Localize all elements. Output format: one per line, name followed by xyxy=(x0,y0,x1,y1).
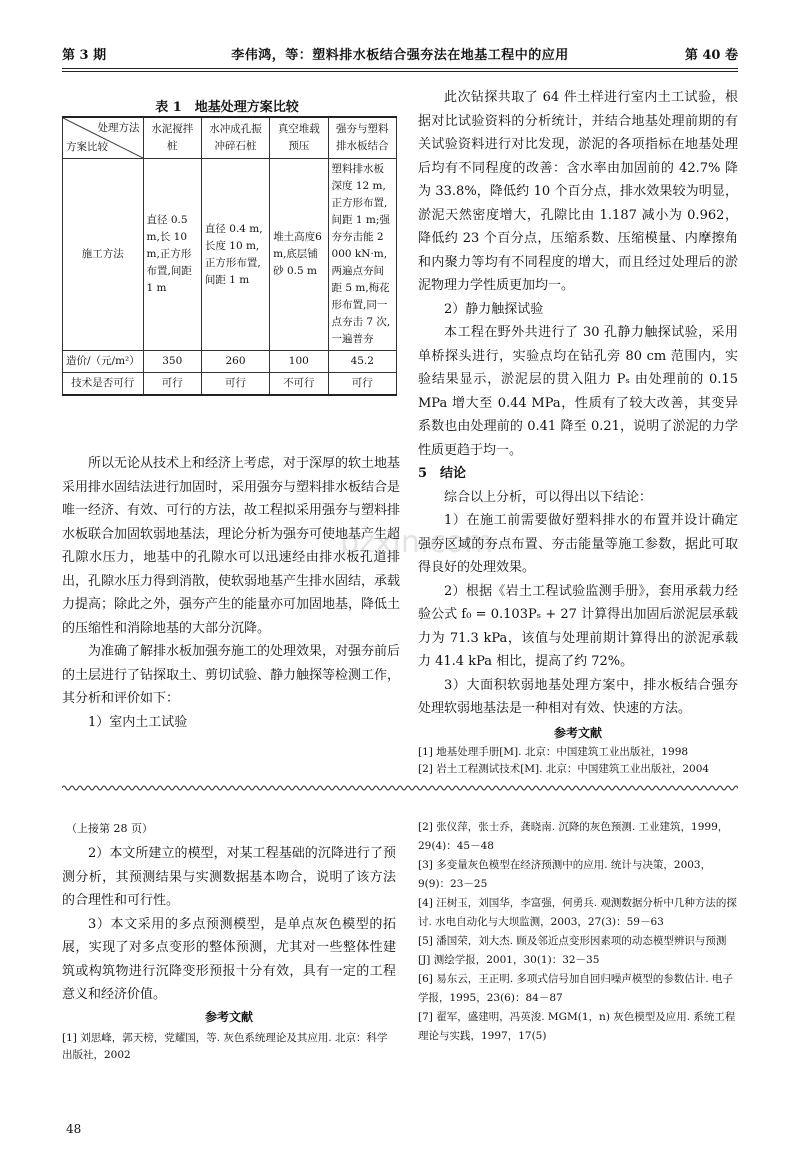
subsection-heading: 1）室内土工试验 xyxy=(88,714,188,730)
references-title: 参考文献 xyxy=(204,1010,253,1024)
table-cell: 260 xyxy=(201,351,269,373)
table-cell: 100 xyxy=(270,351,328,373)
reference-item: [7] 翟军，盛建明，冯英浚. MGM(1，n) 灰色模型及应用. 系统工程理论与实践，1997，17(5) xyxy=(418,1011,736,1042)
running-header xyxy=(62,44,738,66)
references-list xyxy=(62,1030,396,1064)
table-corner xyxy=(63,117,144,159)
body-paragraph: 1）在施工前需要做好塑料排水的布置并设计确定强夯区域的夯点布置、夯击能量等施工参数，据此可取得良好的处理效果。 xyxy=(418,513,738,575)
reference-item: [2] 岩土工程测试技术[M]. 北京：中国建筑工业出版社，2004 xyxy=(418,763,710,775)
body-paragraph: 2）根据《岩土工程试验监测手册》，套用承载力经验公式 f₀ = 0.103Pₛ + 27 计算得出加固后淤泥层承载力为 71.3 kPa，该值与处理前期计算得出的淤泥承载力 41.4 kPa 相比，提高了约 72%。 xyxy=(418,583,738,669)
references-title: 参考文献 xyxy=(553,726,602,740)
reference-item: [5] 潘国荣，刘大杰. 顾及邻近点变形因素项的动态模型辨识与预测[J] 测绘学报，2001，30(1)：32－35 xyxy=(418,935,727,966)
watermark: bzxin.com xyxy=(340,525,494,560)
table-cell: 直径 0.5 m,长 10 m,正方形布置,间距 1 m xyxy=(143,159,201,351)
reference-item: [2] 张仪萍，张士乔，龚晓南. 沉降的灰色预测. 工业建筑，1999，29(4)：45－48 xyxy=(418,821,729,852)
reference-item: [4] 汪树玉，刘国华，李富强，何勇兵. 观测数据分析中几种方法的探讨. 水电自动化与大坝监测，2003，27(3)：59－63 xyxy=(418,897,737,928)
body-paragraph: 为准确了解排水板加强夯施工的处理效果，对强夯前后的土层进行了钻探取土、剪切试验、静力触探等检测工作，其分析和评价如下： xyxy=(62,644,401,706)
body-paragraph: 2）本文所建立的模型，对某工程基础的沉降进行了预测分析，其预测结果与实测数据基本吻合，说明了该方法的合理性和可行性。 xyxy=(62,846,396,908)
references-list-continued xyxy=(418,818,738,1046)
body-paragraph: 此次钻探共取了 64 件土样进行室内土工试验，根据对比试验资料的分析统计，并结合地基处理前期的有关试验资料进行对比发现，淤泥的各项指标在地基处理后均有不同程度的改善：含水率由加固前的 42.7% 降为 33.8%，降低约 10 个百分点，排水效果较为明显，淤泥天然密度增大，孔隙比由 1.187 减小为 0.962，降低约 23 个百分点，压缩系数、压缩模量、内摩擦角和内聚力等均有不同程度的增大，而且经过处理后的淤泥物理力学性质更加均一。 xyxy=(418,90,738,293)
issue-label: 第 3 期 xyxy=(62,48,107,63)
table-cell: 塑料排水板深度 12 m,正方形布置,间距 1 m;强夯夯击能 2 000 kN·m,两遍点夯间距 5 m,梅花形布置,同一点夯击 7 次,一遍普夯 xyxy=(328,159,396,351)
table-cell: 45.2 xyxy=(328,351,396,373)
table-row xyxy=(63,351,397,373)
right-column xyxy=(418,86,738,721)
body-paragraph: 综合以上分析，可以得出以下结论： xyxy=(444,489,653,505)
reference-item: [1] 刘思峰，郭天榜，党耀国，等. 灰色系统理论及其应用. 北京：科学出版社，2002 xyxy=(62,1032,388,1061)
left-column xyxy=(62,452,400,734)
header-title: 李伟鸿，等：塑料排水板结合强夯法在地基工程中的应用 xyxy=(231,48,569,63)
table-row xyxy=(63,373,397,396)
wavy-divider xyxy=(62,784,738,792)
comparison-table xyxy=(62,116,397,396)
table-col-header: 水冲成孔振冲碎石桩 xyxy=(201,117,269,159)
corner-top-label: 处理方法 xyxy=(97,122,140,134)
header-rule-2 xyxy=(62,71,738,72)
continued-label: （上接第 28 页） xyxy=(66,822,153,835)
header-rule xyxy=(62,68,738,69)
references-list xyxy=(418,744,738,778)
table-cell: 直径 0.4 m,长度 10 m,正方形布置,间距 1 m xyxy=(201,159,269,351)
reference-item: [3] 多变量灰色模型在经济预测中的应用. 统计与决策，2003，9(9)：23－25 xyxy=(418,859,712,890)
body-paragraph: 3）大面积软弱地基处理方案中，排水板结合强夯处理软弱地基法是一种相对有效、快速的方法。 xyxy=(418,677,738,716)
body-paragraph: 3）本文采用的多点预测模型，是单点灰色模型的拓展，实现了对多点变形的整体预测，尤其对一些整体性建筑或构筑物进行沉降变形预报十分有效，具有一定的工程意义和经济价值。 xyxy=(62,916,396,1002)
table-cell: 可行 xyxy=(328,373,396,396)
bottom-left-column xyxy=(62,842,396,1007)
table-header-row xyxy=(63,117,397,159)
table-cell: 堆土高度6 m,底层铺砂 0.5 m xyxy=(270,159,328,351)
table-col-header: 强夯与塑料排水板结合 xyxy=(328,117,396,159)
table-cell: 可行 xyxy=(143,373,201,396)
reference-item: [6] 易东云，王正明. 多项式信号加自回归噪声模型的参数估计. 电子学报，1995，23(6)：84－87 xyxy=(418,973,734,1004)
reference-item: [1] 地基处理手册[M]. 北京：中国建筑工业出版社，1998 xyxy=(418,746,689,758)
table-col-header: 水泥搅拌桩 xyxy=(143,117,201,159)
table-row-label: 技术是否可行 xyxy=(63,373,144,396)
table-cell: 350 xyxy=(143,351,201,373)
table-col-header: 真空堆载预压 xyxy=(270,117,328,159)
table-row xyxy=(63,159,397,351)
page-number: 48 xyxy=(66,1122,82,1136)
volume-label: 第 40 卷 xyxy=(684,48,738,63)
section-heading: 5 结论 xyxy=(418,466,467,481)
table-row-label: 施工方法 xyxy=(63,159,144,351)
subsection-heading: 2）静力触探试验 xyxy=(444,301,544,317)
table-cell: 可行 xyxy=(201,373,269,396)
table-title: 表 1 地基处理方案比较 xyxy=(155,100,299,115)
corner-bottom-label: 方案比较 xyxy=(66,141,108,153)
table-cell: 不可行 xyxy=(270,373,328,396)
body-paragraph: 所以无论从技术上和经济上考虑，对于深厚的软土地基采用排水固结法进行加固时，采用强夯与塑料排水板结合是唯一经济、有效、可行的方法，故工程拟采用强夯与塑料排水板联合加固软弱地基法，理论分析为强夯可使地基产生超孔隙水压力，地基中的孔隙水可以迅速经由排水板孔道排出，孔隙水压力得到消散，使软弱地基产生排水固结，承载力提高；除此之外，强夯产生的能量亦可加固地基，降低土的压缩性和消除地基的大部分沉降。 xyxy=(62,456,401,636)
table-row-label: 造价/（元/m²） xyxy=(63,351,144,373)
body-paragraph: 本工程在野外共进行了 30 孔静力触探试验，采用单桥探头进行，实验点均在钻孔旁 80 cm 范围内，实验结果显示，淤泥层的贯入阻力 Pₛ 由处理前的 0.15 MPa 增大至 0.44 MPa，性质有了较大改善，其变异系数也由处理前的 0.41 降至 0.21，说明了淤泥的力学性质更趋于均一。 xyxy=(418,325,738,458)
